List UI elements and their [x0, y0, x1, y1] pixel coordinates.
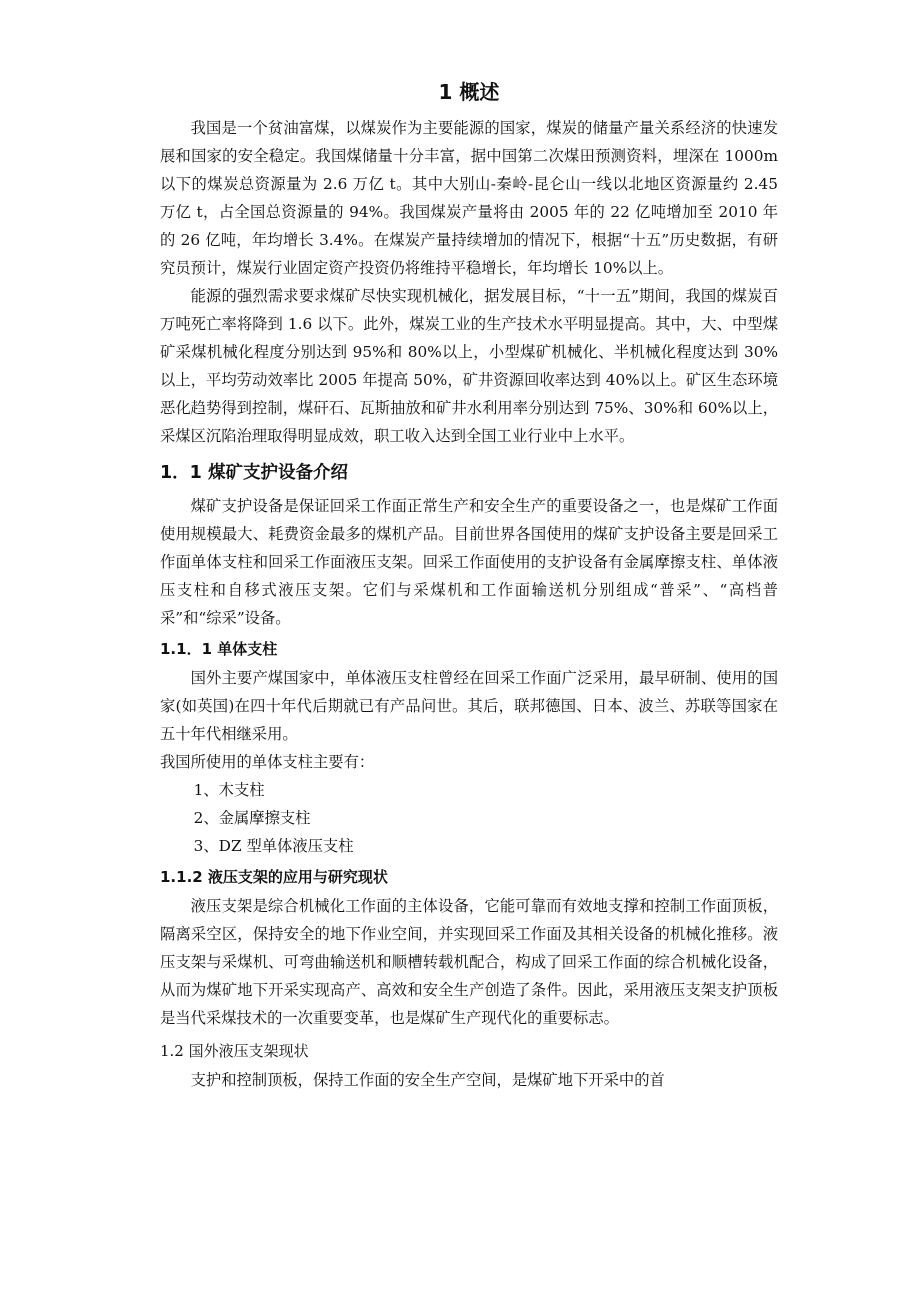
section-1-1-2-paragraph: 液压支架是综合机械化工作面的主体设备，它能可靠而有效地支撑和控制工作面顶板，隔离采空区，保持安全的地下作业空间，并实现回采工作面及其相关设备的机械化推移。液压支架与采煤机、可弯曲输送机和顺槽转载机配合，构成了回采工作面的综合机械化设备，从而为煤矿地下开采实现高产、高效和安全生产创造了条件。因此，采用液压支架支护顶板是当代采煤技术的一次重要变革，也是煤矿生产现代化的重要标志。 [160, 897, 778, 1027]
list-item: 3、DZ 型单体液压支柱 [193, 837, 354, 855]
section-1-1-1-paragraph: 国外主要产煤国家中，单体液压支柱曾经在回采工作面广泛采用，最早研制、使用的国家(如英国)在四十年代后期就已有产品问世。其后，联邦德国、日本、波兰、苏联等国家在五十年代相继采用。 [160, 669, 778, 743]
chapter-title: 1 概述 [438, 80, 500, 104]
support-type-list [160, 776, 778, 860]
list-item: 1、木支柱 [193, 781, 265, 799]
document-body [160, 78, 778, 1094]
section-1-1-2-heading: 1.1.2 液压支架的应用与研究现状 [160, 868, 388, 886]
section-1-2-heading: 1.2 国外液压支架现状 [160, 1042, 309, 1060]
intro-paragraph-2: 能源的强烈需求要求煤矿尽快实现机械化，据发展目标，“十一五”期间，我国的煤炭百万吨死亡率将降到 1.6 以下。此外，煤炭工业的生产技术水平明显提高。其中，大、中型煤矿采煤机械化程度分别达到 95%和 80%以上，小型煤矿机械化、半机械化程度达到 30%以上，平均劳动效率比 2005 年提高 50%，矿井资源回收率达到 40%以上。矿区生态环境恶化趋势得到控制，煤矸石、瓦斯抽放和矿井水利用率分别达到 75%、30%和 60%以上，采煤区沉陷治理取得明显成效，职工收入达到全国工业行业中上水平。 [160, 287, 778, 445]
intro-paragraph-1: 我国是一个贫油富煤，以煤炭作为主要能源的国家，煤炭的储量产量关系经济的快速发展和国家的安全稳定。我国煤储量十分丰富，据中国第二次煤田预测资料，埋深在 1000m 以下的煤炭总资源量为 2.6 万亿 t。其中大别山-秦岭-昆仑山一线以北地区资源量约 2.45 万亿 t，占全国总资源量的 94%。我国煤炭产量将由 2005 年的 22 亿吨增加至 2010 年的 26 亿吨，年均增长 3.4%。在煤炭产量持续增加的情况下，根据“十五”历史数据，有研究员预计，煤炭行业固定资产投资仍将维持平稳增长，年均增长 10%以上。 [160, 119, 778, 277]
section-1-1-1-heading: 1.1．1 单体支柱 [160, 640, 278, 658]
section-1-2-paragraph: 支护和控制顶板，保持工作面的安全生产空间，是煤矿地下开采中的首 [190, 1071, 665, 1089]
section-1-1-1-list-intro: 我国所使用的单体支柱主要有： [160, 753, 375, 771]
list-item: 2、金属摩擦支柱 [193, 809, 311, 827]
section-1-1-heading: 1．1 煤矿支护设备介绍 [160, 463, 348, 483]
section-1-1-paragraph: 煤矿支护设备是保证回采工作面正常生产和安全生产的重要设备之一，也是煤矿工作面使用规模最大、耗费资金最多的煤机产品。目前世界各国使用的煤矿支护设备主要是回采工作面单体支柱和回采工作面液压支架。回采工作面使用的支护设备有金属摩擦支柱、单体液压支柱和自移式液压支架。它们与采煤机和工作面输送机分别组成“普采”、“高档普采”和“综采”设备。 [160, 497, 778, 627]
